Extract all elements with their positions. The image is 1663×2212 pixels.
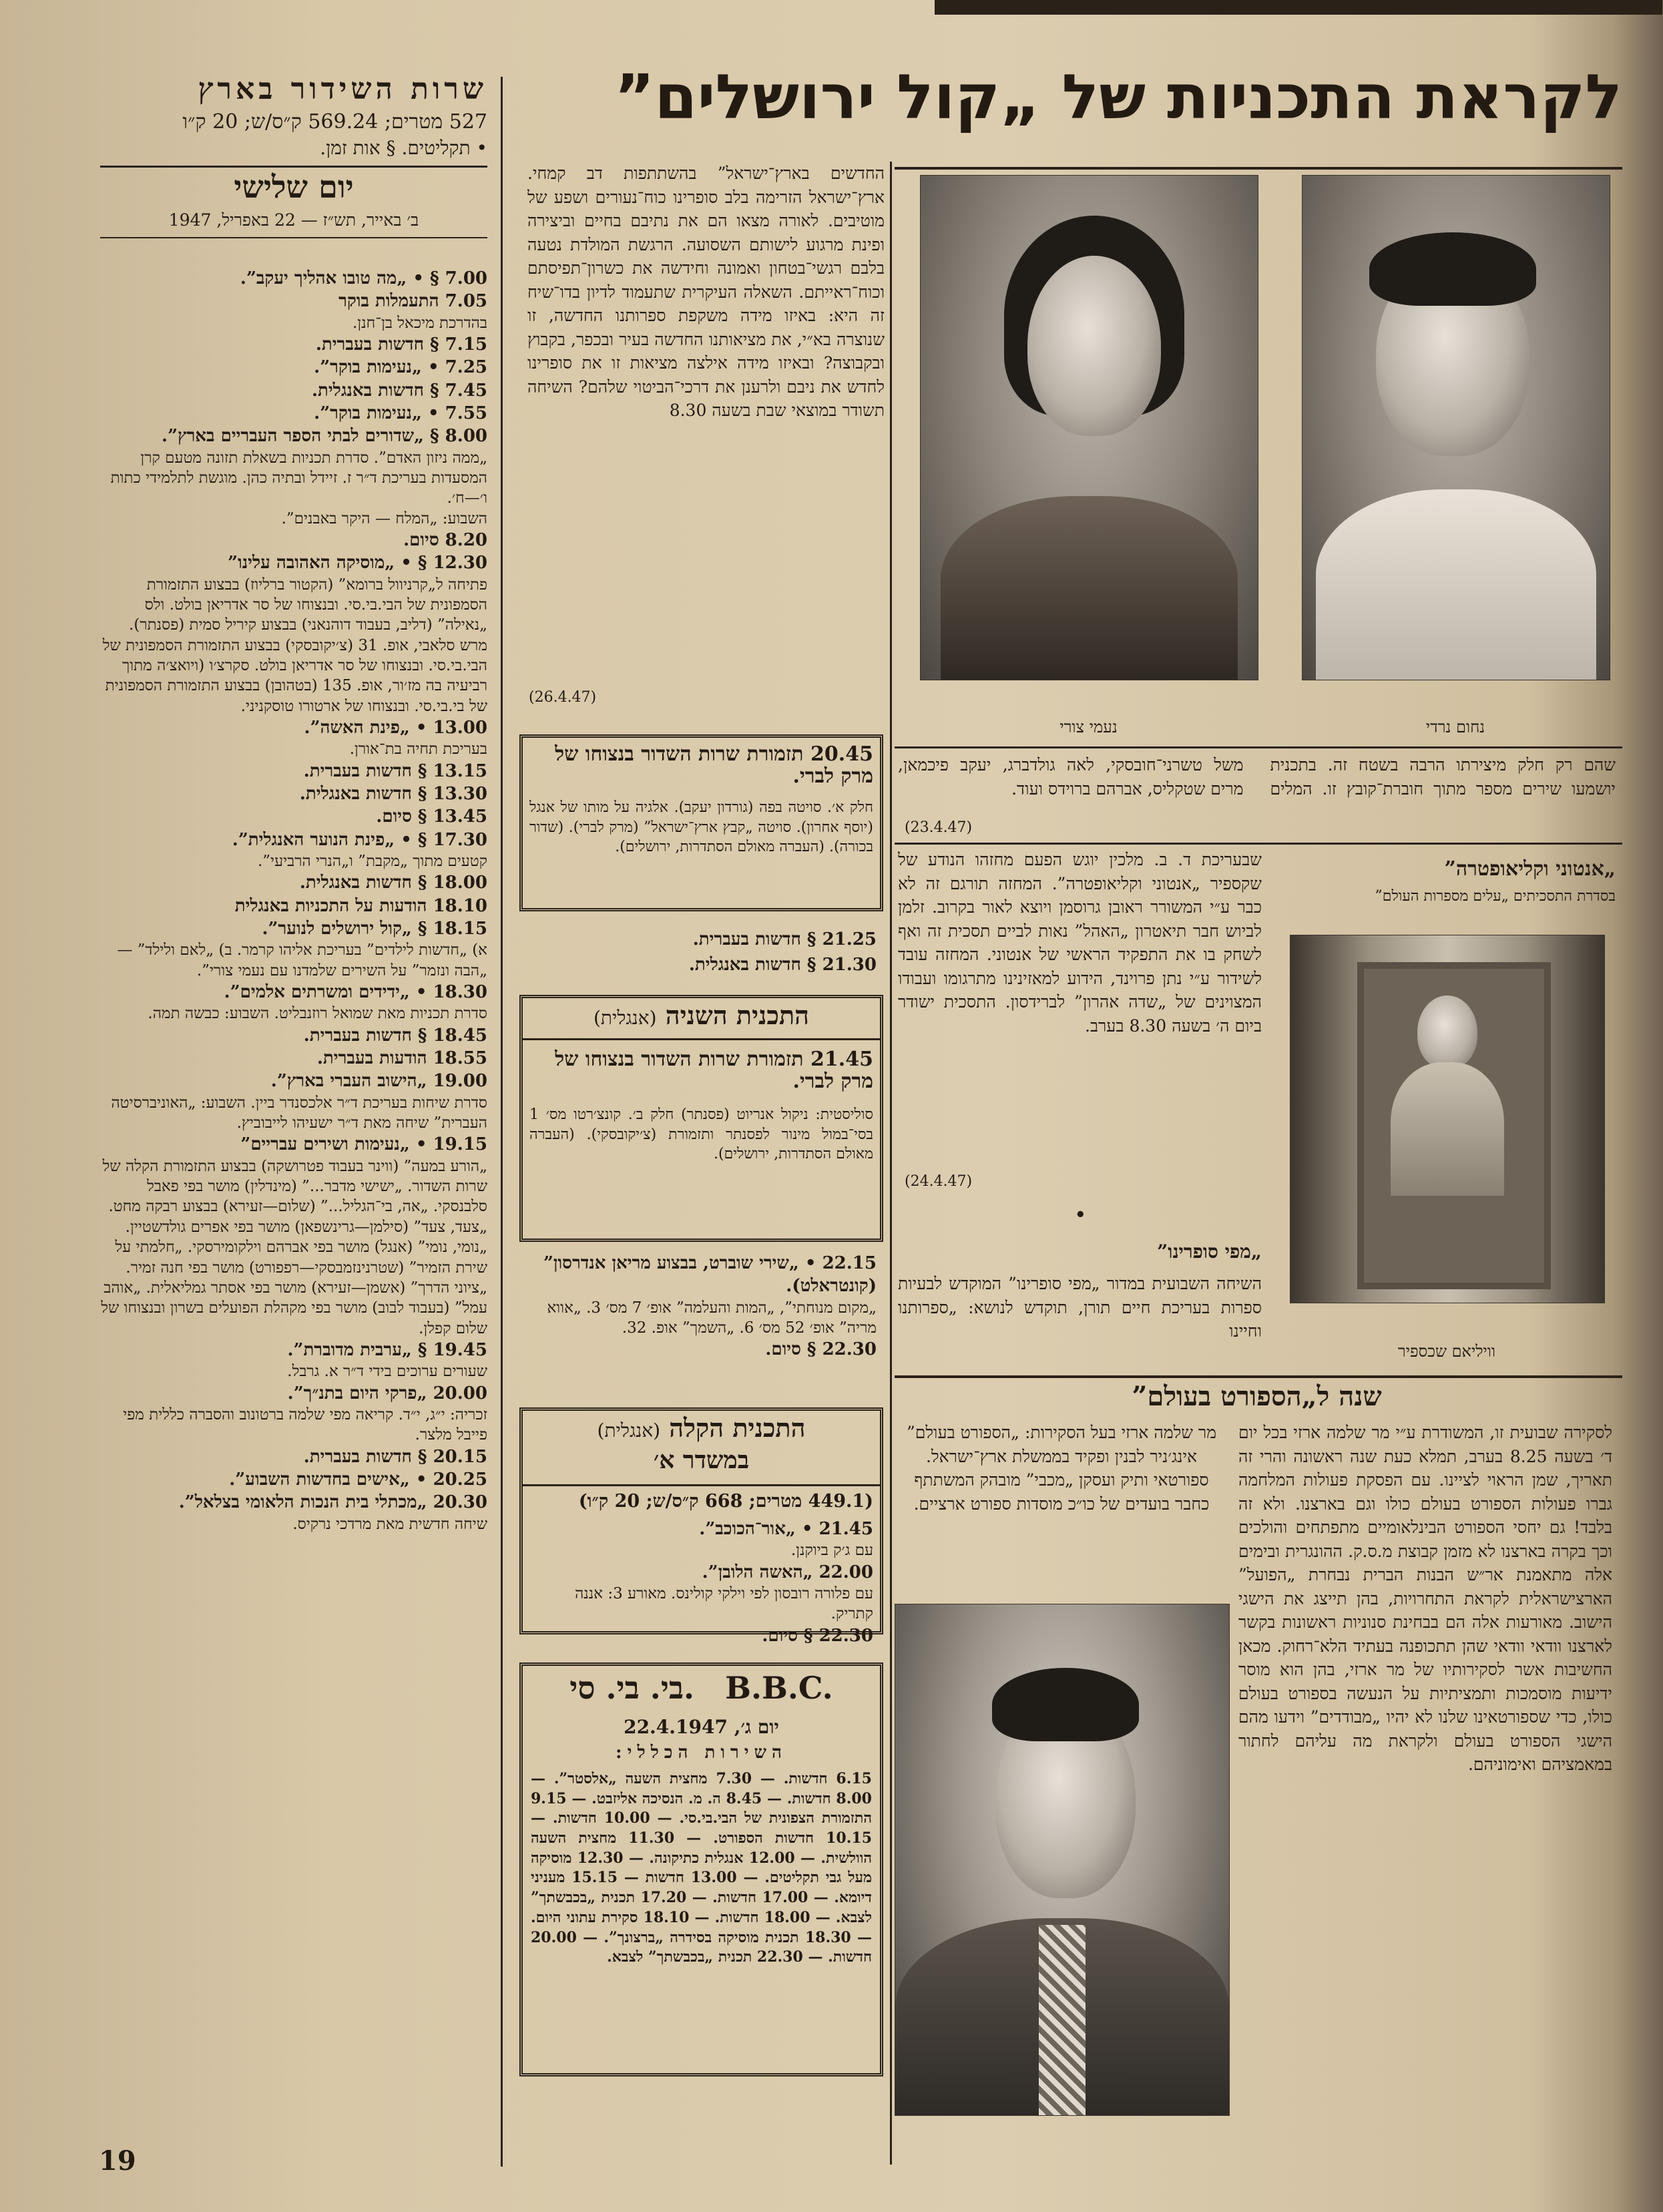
schedule-item: א) „חדשות לילדים” בעריכת אליהו קרמר. ב) „לאם ולילד” — „הבה ונזמר” על השירים שלמדנו עם נעמי צורי”. [117,941,487,979]
section-rule-2 [895,1375,1622,1378]
mid-news-1: 21.25 § חדשות בעברית. [692,929,877,949]
antony-date: (24.4.47) [905,1173,973,1190]
mid-news-2: 21.30 § חדשות באנגלית. [688,955,877,975]
schedule-item: 18.00 § חדשות באנגלית. [299,873,487,893]
schedule-left-column [100,267,487,2150]
light-program-item: 21.45 • „אור־הכוכב”. [699,1519,873,1539]
photo-shakespeare-statue [1290,935,1605,1303]
station-title: שרות השידור בארץ [198,72,487,106]
schedule-item: 19.00 „הישוב העברי בארץ”. [270,1071,487,1092]
concert-heading: תזמורת שרות השדור בנצוחו של מרק לברי. [555,742,873,788]
caption-nahum-nardi: נחום נרדי [1425,718,1485,736]
schedule-item: 13.45 § סיום. [376,807,487,827]
station-rule [100,166,487,168]
schedule-item: 13.00 • „פינת האשה”. [304,718,487,738]
station-frequency: 527 מטרים; 569.24 ק״ס/ש; 20 ק״ו [182,110,487,134]
day-date: ב׳ באייר, תש״ז — 22 באפריל, 1947 [168,210,419,230]
schedule-item: סדרת שיחות בעריכת ד״ר אלכסנדר ביין. השבוע: „האוניברסיטה העברית” שיחה מאת ד״ר ישעיהו לייבוביץ. [111,1094,487,1132]
schedule-item: 20.25 • „אישים בחדשות השבוע”. [229,1469,487,1490]
concert-title [529,743,873,787]
bbc-title-english: B.B.C. [725,1670,833,1706]
column-rule-right [890,162,892,2165]
light-program-item: עם פלורה רובסון לפי וילקי קולינס. מאורע 3: אננה קתריק. [575,1584,873,1623]
second-program-box [519,995,883,1242]
photo-nahum-nardi [1302,175,1610,680]
schedule-item: שעורים ערוכים בידי ד״ר א. גרבל. [287,1363,487,1381]
bbc-date: יום ג׳, 22.4.1947 [624,1716,779,1738]
writers-title: „מפי סופרינו” [1157,1241,1262,1263]
writers-body: השיחה השבועית במדור „מפי סופרינו” המוקדש לבעיות ספרות בעריכת חיים תורן, תוקדש לנושא: „ספרותנו וחיינו [898,1274,1262,1341]
light-program-item: 22.30 § סיום. [762,1625,873,1646]
bbc-service: השירות הכללי: [616,1743,787,1763]
schedule-item: 7.25 • „נעימות בוקר”. [314,357,487,378]
schedule-item: 18.10 הודעות על התכניות באנגלית [234,895,487,916]
schedule-item: בהדרכת מיכאל בן־חנן. [352,314,487,332]
main-headline: לקראת התכניות של „קול ירושלים” [614,61,1622,133]
schedule-item: 8.00 § „שדורים לבתי הספר העבריים בארץ”. [162,426,487,447]
separator-star: • [1075,1205,1086,1225]
article-poems-date: (23.4.47) [905,819,973,836]
day-title: יום שלישי [234,169,354,205]
light-program-items [529,1518,873,1647]
schubert-block [519,1252,877,1361]
schedule-item: השבוע: „המלח — היקר באבנים”. [281,509,487,527]
light-program-rule [523,1484,880,1486]
bbc-body: 6.15 חדשות. — 7.30 מחצית השעה „אלסטר”. — 8.00 חדשות. — 8.45 ה. מ. הנסיכה אליזבט. — 9.15 התזמורת הצפונית של הבי.בי.סי. — 10.00 חדשות. — 10.15 חדשות הספורט. — 11.30 מחצית השעה הוולשית. — 12.00 אנגלית כתיקונה. — 12.30 מוסיקה מעל גבי תקליטים. — 13.00 חדשות — 15.15 מעניני דיומא. — 17.00 חדשות. — 17.20 תכנית „בכבשתך” לצבא. — 18.00 חדשות. — 18.10 סקירת עתוני היום. — 18.30 תכנית מוסיקה בסידרה „ברצונך”. — 20.00 חדשות. — 22.30 תכנית „בכבשתך” לצבא. [531,1770,873,1966]
schedule-item: 18.30 • „ידידים ומשרתים אלמים”. [224,982,487,1003]
article-writers-dialogue: החדשים בארץ־ישראל” בהשתתפות דב קמחי. ארץ־ישראל הזרימה בלב סופרינו כוח־נעורים ושפע של מוטיבים. לאורה מצאו הם את נתיבם בחיים וביצירה ופינת מרגוע לישותם השסועה. הרגשת המולדת נטעה בלבם רגשי־בטחון ואמונה וחידשה את כשרון־תפיסתם וכוח־ראייתם. השאלה העיקרית שתעמוד לדיון בדו־שיח זה היא: באיזו מידה משקפת ספרותנו החדשה, זו שנוצרה בא״י, את מציאותנו החדשה בעיר ובכפר, בקבוץ ובקבוצה? ובאיזו מידה אילצה מציאות זו את סופרינו לחדש את ניבם ולרענן את דרכי־הביטוי שלהם? השיחה תשודר במוצאי שבת בשעה 8.30 [527,164,885,420]
article-writers-dialogue-date: (26.4.47) [529,689,597,706]
schedule-item: 19.15 • „נעימות ושירים עבריים” [240,1134,487,1155]
bbc-title [529,1671,873,1705]
concert-box [519,734,883,911]
caption-naomi-tsuri: נעמי צורי [1059,718,1118,736]
schedule-item: „ממה ניזון האדם”. סדרת תכניות בשאלת תזונה מטעם קרן המסעדות בעריכת ד״ר ז. זיידל ובתיה כהן. מוגשת לתלמידי כתות ו׳—ח׳. [110,449,487,507]
date-rule [100,237,487,238]
sport-title: שנה ל„הספורט בעולם” [1132,1381,1382,1412]
light-program-item: עם ג׳ק ביוקנן. [790,1542,873,1560]
light-program-subtitle: במשדר א׳ [653,1446,750,1474]
concert-time: 20.45 [810,742,873,766]
second-program-lang: (אנגלית) [593,1007,657,1029]
bbc-title-hebrew: בי. בי. סי. [569,1670,695,1706]
schedule-item: 7.55 • „נעימות בוקר”. [314,403,487,423]
schedule-item: 20.00 „פרקי היום בתנ״ך”. [287,1383,487,1403]
schedule-item: 18.45 § חדשות בעברית. [303,1025,487,1046]
schedule-item: סדרת תכניות מאת שמואל רוזנבליט. השבוע: כבשה תמה. [148,1005,487,1023]
second-program-title [529,1002,873,1030]
schedule-item: 20.30 „מכתלי בית הנכות הלאומי בצלאל”. [178,1492,487,1513]
antony-subtitle: בסדרת התסכיתים „עלים מספרות העולם” [1375,888,1616,905]
caption-shakespeare: וויליאם שכספיר [1397,1342,1496,1361]
concert-body: חלק א׳. סויטה בפה (גורדון יעקב). אלגיה על מותו של אנגל (יוסף אחרון). סויטה „קבץ ארץ־ישראל” (מרק לברי). (שדור בכורה). (העברה מאולם הסתדרות, ירושלים). [529,799,873,856]
schedule-item: 13.15 § חדשות בעברית. [303,760,487,781]
schedule-item: 20.15 § חדשות בעברית. [303,1446,487,1467]
schedule-item: פתיחה ל„קרניוול ברומא” (הקטור ברליוז) בבצוע התזמורת הסמפונית של הבי.בי.סי. ובנצוחו של סר אדריאן בולט. ולס „נאילה” (דליב, בעבוד דוהנאני) בבצוע קיריל סמית (פסנתר). מרש סלאבי, אופ. 31 (צ׳יקובסקי) בבצוע התזמורת הסמפונית של הבי.בי.סי. ובנצוחו של סר אדריאן בולט. סקרצ׳ו (ויואצ׳ה מתוך רביעיה בה מז׳ור, אופ. 135 (בטהובן) בבצוע התזמורת הסמפונית של בי.בי.סי. ובנצוחו של ארטורו טוסקניני. [102,576,487,715]
schedule-item: 8.20 סיום. [403,529,487,550]
schedule-item: 18.55 הודעות בעברית. [316,1048,487,1069]
sport-body: לסקירה שבועית זו, המשודרת ע״י מר שלמה ארזי בכל יום ד׳ בשעה 8.25 בערב, תמלא כעת שנה ראשונה והרי זה תאריך, שמן הראוי לציינו. עם הפסקת פעולות המלחמה גברו פעולות הספורט בעולם כולו וגם בארצנו. ולא זה בלבד! גם יחסי הספורט הבינלאומיים מתפתחים והולכים וכך בקרה בארצנו לא מזמן קבוצת מ.ס.ק. ההונגרית ובימים אלה מתאמנת אר״ש הבנות הברית נבחרת „הפועל” הארצישראלית לקראת התחרויות, בהן תייצג את הישגי הישוב. מאורעות אלה הם בבחינת סנוניות ראשונות בקשר לארצנו וודאי וודאי שהן תתכופנה בעתיד הלא־רחוק. מכאן החשיבות אשר לסקירותיו של מר ארזי, בהן הוא מוסר ידיעות מוסמכות ותמציתיות על הנעשה בספורט בעולם כולו, כדי שספורטאינו שלנו לא יהיו „מבודדים” וידעו מהם הישגי הספורט בעולם ולקראת מה עליהם לחתור במאמציהם ואימוניהם. [1238,1423,1612,1774]
schubert-item: 22.30 § סיום. [765,1339,877,1360]
schedule-item: בעריכת תחיה בת־אורן. [349,740,487,758]
schedule-item: 7.05 התעמלות בוקר [338,291,487,312]
light-program-item: 22.00 „האשה הלובן”. [702,1562,873,1582]
schedule-item: שיחה חדשית מאת מרדכי נרקיס. [292,1515,487,1533]
schedule-item: 7.15 § חדשות בעברית. [315,334,487,355]
caption-rule [895,746,1622,748]
schedule-item: 18.15 § „קול ירושלים לנוער”. [262,919,487,939]
station-legend: • תקליטים. § אות זמן. [320,137,487,159]
schedule-item: 13.30 § חדשות באנגלית. [299,784,487,805]
photo-shlomo-arazi [895,1604,1230,2116]
second-program-body: סוליסטית: ניקול אנריוט (פסנתר) חלק ב׳. קונצ׳רטו מס׳ 1 בסי־במול מינור לפסנתר ותזמורת (צ׳יקובסקי). (העברה מאולם הסתדרות, ירושלים). [529,1106,873,1163]
light-program-box [519,1407,883,1646]
light-program-name: התכנית הקלה [669,1413,806,1443]
second-program-rule [523,1038,880,1040]
schedule-item: זכריה: י״ג, י״ד. קריאה מפי שלמה ברטונוב והסברה כללית מפי פייבל מלצר. [123,1405,487,1444]
antony-body: שבעריכת ד. ב. מלכין יוגש הפעם מחזהו הנודע של שקספיר „אנטוני וקליאופטרה”. המחזה תורגם זה לא כבר ע״י המשורר ראובן גרוסמן ויוצא לאור בקרוב. זלמן לביוש חבר תיאטרון „האהל” נאות לביים תסכית זה ואף לשחק בו את התפקיד הראשי של אנטוני. המחזה עובד לשידור ע״י נתן פרוינד, הידוע למאזינינו מתרגומו ועבודו המצוינים של „שדה אהרון” לברידסון. התסכית ישודר ביום ה׳ בשעה 8.30 בערב. [898,850,1262,1036]
antony-title: „אנטוני וקליאופטרה” [1444,857,1616,881]
schedule-item: 12.30 § • „מוסיקה האהובה עלינו” [228,553,487,574]
schubert-item: „מקום מנוחתי”, „המות והעלמה” אופ׳ 7 מס׳ 3. „אווא מריה” אופ׳ 52 מס׳ 6. „השמך” אופ. 32. [547,1299,877,1337]
sport-bio: מר שלמה ארזי בעל הסקירות: „הספורט בעולם” אינג׳ניר לבנין ופקיד בממשלת ארץ־ישראל. ספורטאי ותיק ועסקן „מכבי” מובהק המשתתף כחבר בועדים של כו״כ מוסדות ספורט ארציים. [906,1423,1217,1514]
schedule-item: 7.00 § • „מה טובו אהליך יעקב”. [240,268,487,288]
light-program-title [529,1414,873,1442]
schedule-item: „הורע במעה” (ווינר בעבוד פטרושקה) בבצוע התזמורת הקלה של שרות השדור. „ישישי מדבר...” (מינדלין) מושר בפי פאבל סלבנסקי. „אה, בי־הגליל...” (שלום—זעירא) בבצוע רבקה מחט. „צעד, צעד” (סילמן—גרינשפאן) מושר בפי אפרים גולדשטיין. „נומי, נומי” (אנגל) מושר בפי אברהם וילקומירסקי. „חלמתי על שירת הזמיר” (שטרנינזמבסקי—רפפורט) מושר בפי חנה זמיר. „ציוני הדרך” (אשמן—זעירא) מושר בפי אסתר גמליאלית. „אוהב עמל” (בעבוד לבוב) מושר בפי מקהלת הפועלים בשרון ובנצוחו של שלום קפלן. [101,1157,487,1337]
second-program-concert [529,1048,873,1092]
page-number: 19 [99,2145,136,2177]
bbc-box [519,1663,883,2076]
column-rule-left [501,77,503,2167]
top-dark-strip [935,0,1662,15]
light-program-lang: (אנגלית) [597,1419,661,1442]
second-program-concert-title: תזמורת שרות השדור בנצוחו של מרק לברי. [555,1048,873,1093]
schedule-item: 7.45 § חדשות באנגלית. [311,380,487,401]
section-rule-1 [895,843,1622,845]
photo-naomi-tsuri [920,175,1258,680]
light-program-freq: (449.1 מטרים; 668 ק״ס/ש; 20 ק״ו) [578,1491,873,1512]
schedule-item: 19.45 § „ערבית מדוברת”. [287,1339,487,1360]
second-program-name: התכנית השניה [665,1000,810,1030]
article-poems-continued: שהם רק חלק מיצירתו הרבה בשטח זה. בתכנית יושמעו שירים מספר מתוך חוברת־קובץ זו. המלים משל טשרני־חובסקי, לאה גולדברג, יעקב פיכמאן, מרים שטקליס, אברהם ברוידס ועוד. [898,755,1616,799]
headline-rule [895,167,1622,170]
second-program-time: 21.45 [810,1048,873,1071]
schedule-item: קטעים מתוך „מקבת” ו„הנרי הרביעי”. [257,853,487,871]
schubert-item: 22.15 • „שירי שוברט, בבצוע מריאן אנדרסון” (קונטראלט). [543,1253,877,1297]
schedule-item: 17.30 § • „פינת הנוער האנגלית”. [232,829,487,850]
